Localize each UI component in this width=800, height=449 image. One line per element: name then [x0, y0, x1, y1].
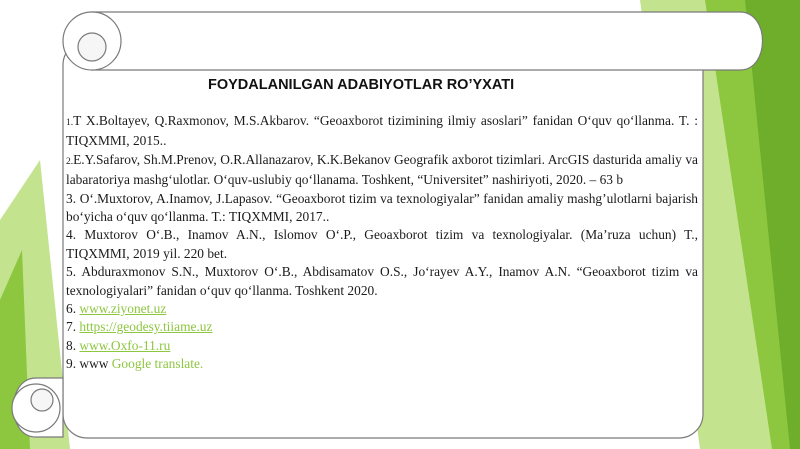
- reference-item-8: [66, 337, 698, 355]
- reference-item-7: [66, 318, 698, 336]
- reference-link[interactable]: www.ziyonet.uz: [79, 301, 167, 317]
- reference-text: Abduraxmonov S.N., Muxtorov O‘.B., Abdisamatov O.S., Jo‘rayev A.Y., Inamov A.N. “Geoaxborot tizim va texnologiyalari” fanidan o‘quv qo‘llanma. Toshkent 2020.: [66, 264, 698, 298]
- reference-number: 3.: [66, 190, 77, 206]
- slide-title: FOYDALANILGAN ADABIYOTLAR RO’YXATI: [208, 77, 515, 93]
- reference-item-4: [66, 226, 698, 263]
- reference-link-prefix: www: [79, 356, 112, 372]
- reference-number: 9.: [66, 356, 77, 372]
- reference-list: [66, 112, 698, 374]
- reference-number: 5.: [66, 264, 77, 280]
- reference-text: E.Y.Safarov, Sh.M.Prenov, O.R.Allanazarov, K.K.Bekanov Geografik axborot tizimlari. ArcGIS dasturida amaliy va labaratoriya mashg‘ulotlar. O‘quv-uslubiy qo‘llanama. Toshkent, “Universitet” nashiriyoti, 2020. – 63 b: [66, 151, 698, 188]
- reference-item-3: [66, 190, 698, 227]
- reference-text: O‘.Muxtorov, A.Inamov, J.Lapasov. “Geoaxborot tizim va texnologiyalar” fanidan amaliy mashg’ulotlarni bajarish bo‘yicha o‘quv qo‘llanma. T.: TIQXMMI, 2017..: [66, 190, 698, 225]
- reference-link[interactable]: Google translate.: [111, 356, 204, 372]
- reference-number: 7.: [66, 319, 77, 335]
- reference-text: T X.Boltayev, Q.Raxmonov, M.S.Akbarov. “Geoaxborot tizimining ilmiy asoslari” fanidan O‘quv qo‘llanma. T. : TIQXMMI, 2015..: [66, 113, 698, 149]
- reference-item-5: [66, 263, 698, 300]
- reference-item-6: [66, 300, 698, 318]
- reference-item-2: [66, 151, 698, 190]
- reference-item-9: [66, 355, 698, 373]
- reference-number: 2.: [66, 156, 74, 167]
- reference-link[interactable]: www.Oxfo-11.ru: [79, 337, 171, 353]
- scroll-top-curl-inner: [78, 33, 106, 61]
- reference-text: Muxtorov O‘.B., Inamov A.N., Islomov O‘.P., Geoaxborot tizim va texnologiyalar. (Ma’ruza uchun) T., TIQXMMI, 2019 yil. 220 bet.: [66, 227, 698, 261]
- scroll-bottom-curl-inner: [31, 389, 53, 411]
- reference-number: 4.: [66, 227, 77, 243]
- reference-number: 8.: [66, 337, 77, 353]
- reference-number: 6.: [66, 301, 77, 317]
- reference-item-1: [66, 112, 698, 151]
- scroll-top-roll: [92, 12, 763, 70]
- reference-number: 1.: [66, 118, 74, 128]
- reference-link[interactable]: https://geodesy.tiiame.uz: [79, 319, 213, 335]
